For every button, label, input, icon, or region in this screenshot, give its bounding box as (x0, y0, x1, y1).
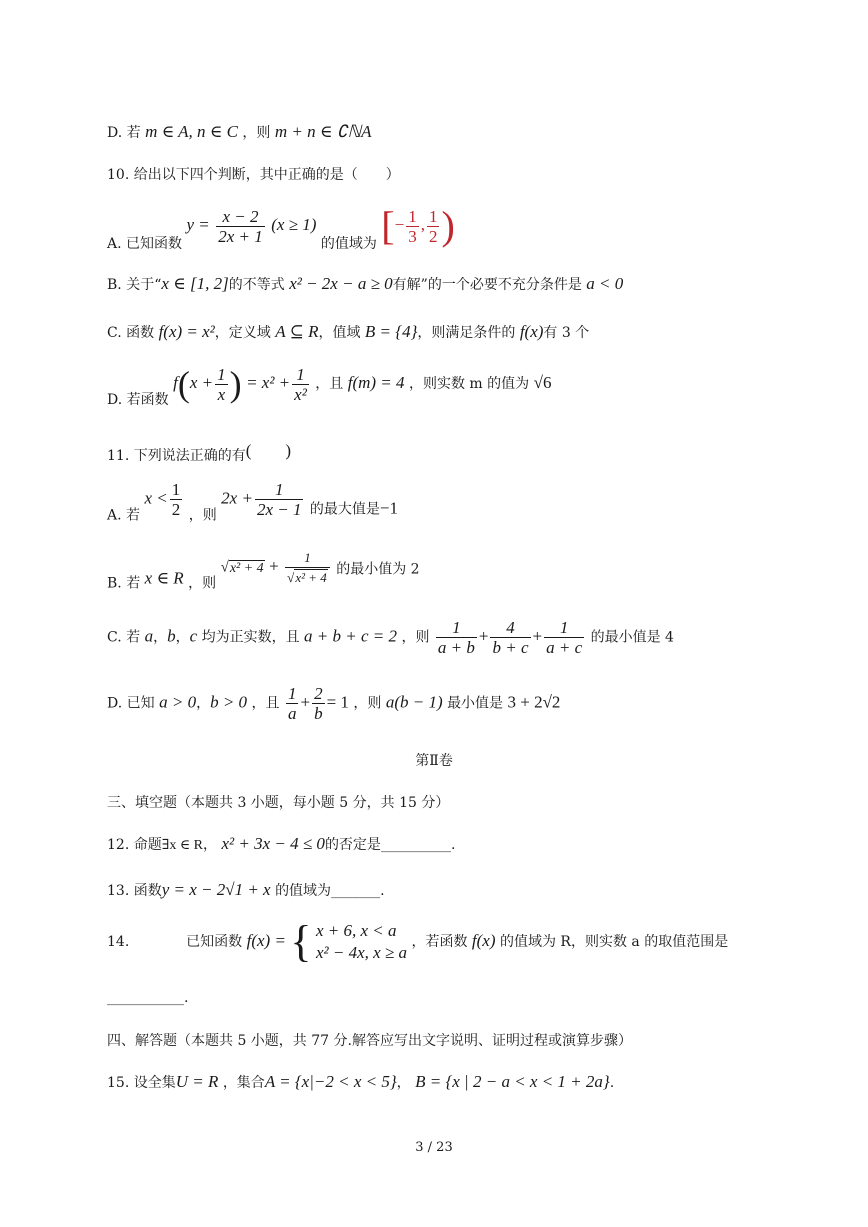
q15 (107, 1072, 614, 1092)
q11d-t2: ，则 (353, 695, 382, 712)
q11c-cond: a + b + c = 2 (304, 626, 397, 646)
q14-post: 的值域为 R，则实数 a 的取值范围是 (499, 934, 729, 950)
q11d-d1: a (287, 704, 297, 723)
q11a-val: −1 (379, 498, 399, 518)
q10c-pre: C. 函数 (107, 325, 155, 341)
q10d-inner-frac (215, 365, 228, 404)
q12-blank: __________. (380, 837, 456, 853)
q11b-num: 1 (285, 548, 330, 568)
q14-case1: x + 6, x < a (315, 921, 397, 940)
q11d-val: 3 + 2√2 (507, 692, 561, 712)
q11b-frac: $\frac{1}{\text{√x² + 4}}$ (285, 548, 330, 587)
q11b-rad: x² + 4 (229, 560, 264, 576)
q11c-t2: ，则 (401, 629, 430, 646)
q12-t1: ， (203, 837, 218, 853)
q15-a: A = {x|−2 < x < 5} (264, 1072, 397, 1091)
q11c-a: a (144, 626, 154, 646)
q11c-b: b (167, 626, 176, 646)
q10a-cond: (x ≥ 1) (271, 215, 317, 234)
q10a-mid: 的值域为 (320, 236, 377, 252)
q10c-t3: ，则满足条件的 (417, 325, 516, 341)
q11-option-a (107, 480, 398, 525)
q11c-n2: 4 (490, 618, 530, 638)
q10a-rn1: 1 (408, 206, 417, 226)
q10b-mid: 的不等式 (228, 277, 285, 293)
q15-t1: ，集合 (222, 1075, 265, 1091)
q13-blank: _______. (331, 883, 385, 899)
q12-post: 的否定是 (324, 837, 381, 853)
q11d-frac2 (312, 684, 325, 723)
q11a-expr-num: 1 (255, 480, 304, 500)
q15-b: B = {x | 2 − a < x < 1 + 2a} (415, 1072, 610, 1091)
q11d-n1: 1 (287, 684, 297, 703)
q14-case2: x² − 4x, x ≥ a (315, 943, 408, 962)
q11b-cond: x ∈ R (144, 568, 184, 588)
q9d-label: D. 若 (107, 125, 141, 141)
q10c-t1: ，定义域 (214, 325, 271, 341)
q10a-range-close: ) (441, 203, 455, 248)
q10-option-d: D. 若函数 f(x + $\frac{1}{x}$ ) = x² + $\frac{1}{\text{x²}}$ ，且 f(m) = 4 ，则实数 m 的值为 √6 (107, 364, 552, 408)
q11-option-d: D. 已知 a > 0，b > 0 ，且 $\frac{1}{a}$ + $\frac{2}{b}$ = 1 ，则 a(b − 1) 最小值是 3 + 2√2 (107, 684, 561, 723)
q11d-post: 最小值是 (447, 695, 504, 712)
q15-u: U = R (175, 1072, 219, 1091)
q12-pre: 12. 命题 (107, 837, 162, 853)
q11d-c2: b > 0 (210, 692, 248, 712)
q11-stem (107, 436, 291, 465)
q15-pre: 15. 设全集 (107, 1075, 176, 1091)
q11-stem-paren: ( ) (245, 441, 292, 460)
q10c-dom: A ⊆ R (275, 322, 319, 341)
q10b-pre: B. 关于“ (107, 277, 162, 293)
q10b-ineq: x² − 2x − a ≥ 0 (289, 274, 393, 293)
q11d-sep: ， (196, 695, 211, 712)
q10a-range-frac2 (427, 207, 440, 246)
q10d-pre: D. 若函数 (107, 392, 169, 408)
q11b-post: 的最小值为 2 (336, 561, 420, 578)
q9-option-d (107, 122, 372, 142)
q11d-n2: 2 (314, 684, 323, 703)
q11a-cond-num: 1 (171, 480, 181, 499)
q14-num: 14. (107, 934, 130, 950)
q11a-post: 的最大值是 (309, 501, 380, 518)
q11a-cond-frac (170, 480, 183, 519)
q10-option-c (107, 322, 589, 342)
q10d-val: √6 (533, 373, 552, 392)
q10a-y: y = (186, 215, 210, 234)
q10a-rd1: 3 (408, 226, 417, 246)
section-2-heading: 第Ⅱ卷 (415, 753, 453, 769)
q11c-frac2 (490, 618, 530, 657)
q10b-concl: a < 0 (586, 274, 624, 293)
q10a-range-open: [ (381, 203, 395, 248)
q11a-pre: A. 若 (107, 507, 141, 524)
q11b-t1: ，则 (188, 575, 217, 592)
q11a-expr-frac (255, 480, 304, 519)
q10d-t1: ，且 (315, 376, 344, 392)
q11c-n3: 1 (544, 618, 584, 638)
q11d-d2: b (314, 704, 323, 723)
q10d-rhs-num: 1 (292, 365, 309, 385)
q11d-frac1 (286, 684, 299, 723)
q11d-t1: ，且 (251, 695, 280, 712)
q11c-n1: 1 (436, 618, 477, 638)
q14-f2: f(x) (471, 931, 496, 950)
q15-end: . (609, 1075, 615, 1091)
q11b-pre: B. 若 (107, 575, 141, 592)
q10a-fraction (216, 207, 265, 246)
q11-stem-text: 11. 下列说法正确的有 (107, 448, 246, 464)
q11a-expr-den: 2x − 1 (256, 500, 302, 519)
q11b-plus: + (269, 556, 279, 576)
q11c-d2: b + c (492, 638, 529, 657)
q10d-inner-num: 1 (217, 364, 226, 384)
q12 (107, 834, 455, 854)
q11c-d3: a + c (546, 638, 583, 657)
page-number: 3 / 23 (415, 1140, 453, 1155)
q11c-post: 的最小值是 4 (590, 629, 674, 646)
q14-cases (316, 920, 407, 964)
q10d-lhs: f (173, 373, 178, 392)
q10c-t2: ，值域 (318, 325, 361, 341)
q14-t1: ，若函数 (411, 934, 468, 950)
q10d-rhs-frac (292, 365, 309, 404)
q14-blank-line: ___________. (107, 990, 189, 1006)
q13-post: 的值域为 (275, 883, 332, 899)
q11c-frac3 (544, 618, 584, 657)
q10d-t2: ，则实数 m 的值为 (408, 376, 530, 392)
q12-ineq: x² + 3x − 4 ≤ 0 (221, 834, 325, 853)
q10-option-b (107, 274, 623, 294)
q11b-den-rad: x² + 4 (295, 570, 327, 585)
q10b-set: x ∈ [1, 2] (161, 274, 229, 293)
q15-t2: ， (396, 1075, 411, 1091)
q9d-condition: m ∈ A, n ∈ C (145, 122, 238, 141)
q11c-pre: C. 若 (107, 629, 141, 646)
q11a-expr-l: 2x + (221, 488, 253, 508)
q13-expr: y = x − 2√1 + x (161, 880, 271, 899)
q13 (107, 880, 385, 900)
q9d-sep: ，则 (242, 125, 271, 141)
q13-pre: 13. 函数 (107, 883, 162, 899)
q10a-rd2: 2 (428, 226, 438, 246)
part-4-heading: 四、解答题（本题共 5 小题，共 77 分.解答应写出文字说明、证明过程或演算步骤） (107, 1033, 632, 1049)
q11a-t1: ，则 (188, 507, 217, 524)
q14-f: f(x) = (246, 931, 286, 950)
q11a-cond-l: x < (144, 488, 168, 508)
q12-prop: ∃x ∈ R (161, 838, 204, 853)
q10d-inner-den: x (217, 384, 226, 404)
q11c-t1: 均为正实数，且 (201, 629, 300, 646)
q11c-frac1 (436, 618, 477, 657)
q10a-range: [− $\frac{1}{3}$ , $\frac{1}{2}$ ) (381, 203, 455, 248)
q14-pre: 已知函数 (186, 934, 243, 950)
q10-stem: 10. 给出以下四个判断，其中正确的是（ ） (107, 167, 400, 183)
q10-option-a (107, 203, 455, 253)
q11d-eq: = 1 (326, 692, 349, 712)
q11d-pre: D. 已知 (107, 695, 155, 712)
q10a-den: 2x + 1 (218, 226, 263, 246)
q11-option-c: C. 若 a，b，c 均为正实数，且 a + b + c = 2 ，则 $\frac{1}{a + b}$ + $\frac{4}{b + c}$ + $\frac{1}{a + c}$ 的最小值是 4 (107, 618, 674, 657)
q11d-c1: a > 0 (159, 692, 197, 712)
q10d-rhs: = x² + (246, 373, 291, 392)
q11d-expr: a(b − 1) (385, 692, 443, 712)
q10a-pre: A. 已知函数 (107, 236, 183, 252)
q10d-rhs-den: x² (294, 384, 307, 404)
q10c-f: f(x) = x² (158, 322, 215, 341)
q11a-cond-den: 2 (171, 500, 181, 519)
q11c-d1: a + b (437, 638, 475, 657)
q11-option-b: B. 若 x ∈ R ，则 √x² + 4 + $\frac{1}{\text{√x² + 4}}$ 的最小值为 2 (107, 550, 420, 592)
part-3-heading: 三、填空题（本题共 3 小题，每小题 5 分，共 15 分） (107, 795, 450, 811)
q10b-post: 有解”的一个必要不充分条件是 (392, 277, 582, 293)
q9d-conclusion: m + n ∈ ∁ℕA (274, 122, 372, 141)
q10c-t4: 有 3 个 (543, 325, 590, 341)
q14: 14. 已知函数 f(x) = { x + 6, x < a x² − 4x, x ≥ a ，若函数 f(x) 的值域为 R，则实数 a 的取值范围是 (107, 917, 729, 966)
q10d-cond: f(m) = 4 (347, 373, 405, 392)
q10a-range-frac1 (406, 207, 419, 246)
q10c-rng: B = {4} (364, 322, 418, 341)
q11c-c: c (189, 626, 198, 646)
q10a-num: x − 2 (216, 207, 265, 227)
q10a-rn2: 1 (428, 206, 438, 226)
q10c-f2: f(x) (519, 322, 544, 341)
